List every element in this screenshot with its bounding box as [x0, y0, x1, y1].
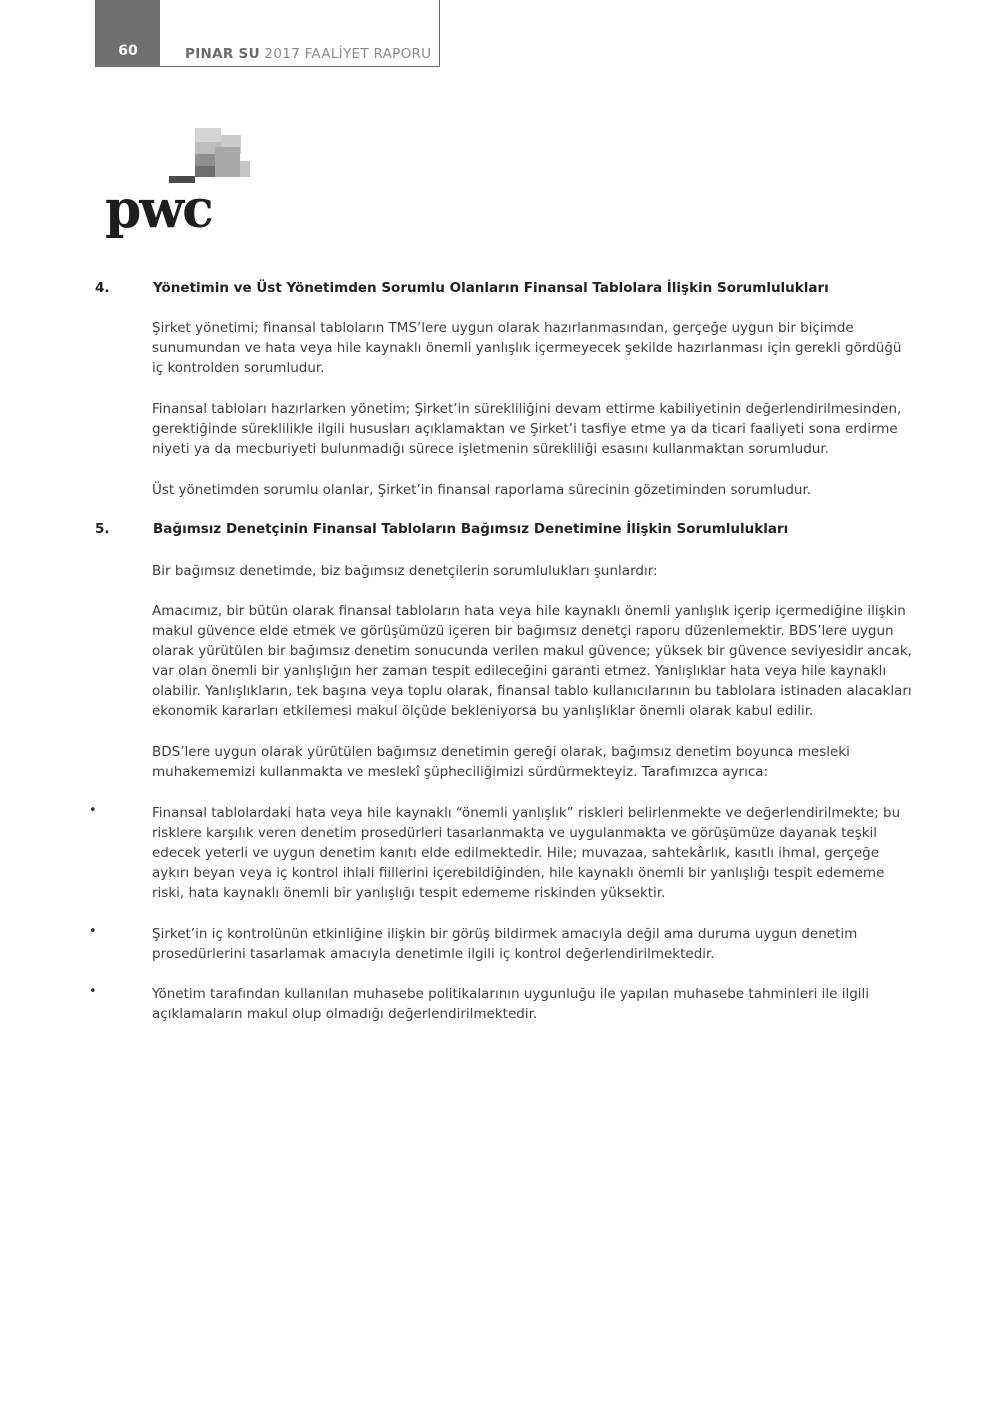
bullet-marker: • [89, 803, 97, 818]
pwc-logo [105, 125, 250, 245]
bullet-item-2: Şirket’in iç kontrolünün etkinliğine ilişkin bir görüş bildirmek amacıyla değil ama duruma uygun denetim prosedürlerini tasarlamak amacıyla denetimle ilgili iç kontrol değerlendirilmektedir. [152, 926, 858, 962]
section-4-heading [95, 280, 829, 296]
section-5-heading [95, 521, 788, 537]
bullet-item-3: Yönetim tarafından kullanılan muhasebe politikalarının uygunluğu ile yapılan muhasebe tahminleri ile ilgili açıklamaların makul olup olmadığı değerlendirilmektedir. [152, 986, 870, 1022]
report-title [185, 46, 431, 62]
page-header [95, 0, 440, 67]
section-5-paragraph-3: BDS’lere uygun olarak yürütülen bağımsız denetimin gereği olarak, bağımsız denetim boyunca mesleki muhakememizi kullanmakta ve meslekî şüpheciliğimizi sürdürmekteyiz. Tarafımızca ayrıca: [152, 744, 850, 780]
section-5-paragraph-1: Bir bağımsız denetimde, biz bağımsız denetçilerin sorumlulukları şunlardır: [152, 563, 658, 579]
section-4-paragraph-3: Üst yönetimden sorumlu olanlar, Şirket’in finansal raporlama sürecinin gözetiminden sorumludur. [152, 482, 812, 498]
bullet-marker: • [89, 924, 97, 939]
section-4-paragraph-1: Şirket yönetimi; finansal tabloların TMS’lere uygun olarak hazırlanmasından, gerçeğe uygun bir biçimde sunumundan ve hata veya hile kaynaklı önemli yanlışlık içermeyecek şekilde hazırlanması için gerekli gördüğü iç kontrolden sorumludur. [152, 320, 902, 376]
section-5-paragraph-2: Amacımız, bir bütün olarak finansal tabloların hata veya hile kaynaklı önemli yanlışlık içerip içermediğine ilişkin makul güvence elde etmek ve görüşümüzü içeren bir bağımsız denetçi raporu düzenlemektir. BDS’lere uygun olarak yürütülen bir bağımsız denetim sonucunda verilen makul güvence; yüksek bir güvence seviyesidir ancak, var olan önemli bir yanlışlığın her zaman tespit edileceğini garanti etmez. Yanlışlıklar hata veya hile kaynaklı olabilir. Yanlışlıkların, tek başına veya toplu olarak, finansal tablo kullanıcılarının bu tablolara istinaden alacakları ekonomik kararları etkilemesi makul ölçüde bekleniyorsa bu yanlışlıklar önemli olarak kabul edilir. [152, 603, 912, 719]
section-4-paragraph-2: Finansal tabloları hazırlarken yönetim; Şirket’in sürekliliğini devam ettirme kabiliyetinin değerlendirilmesinden, gerektiğinde süreklilikle ilgili hususları açıklamaktan ve Şirket’i tasfiye etme ya da ticari faaliyeti sona erdirme niyeti ya da mecburiyeti bulunmadığı sürece işletmenin sürekliliği esasını kullanmaktan sorumludur. [152, 401, 902, 457]
section-4-title: Yönetimin ve Üst Yönetimden Sorumlu Olanların Finansal Tablolara İlişkin Sorumlulukları [153, 280, 829, 296]
report-name: 2017 FAALİYET RAPORU [259, 46, 432, 62]
section-4-number: 4. [95, 280, 110, 296]
pwc-logo-text: pwc [105, 179, 212, 240]
page-number: 60 [96, 0, 160, 66]
brand-name: PINAR SU [185, 46, 260, 62]
section-5-title: Bağımsız Denetçinin Finansal Tabloların Bağımsız Denetimine İlişkin Sorumlulukları [153, 521, 789, 537]
section-5-number: 5. [95, 521, 110, 537]
bullet-marker: • [89, 984, 97, 999]
bullet-item-1: Finansal tablolardaki hata veya hile kaynaklı “önemli yanlışlık” riskleri belirlenmekte ve değerlendirilmekte; bu risklere karşılık veren denetim prosedürleri tasarlanmakta ve uygulanmakta ve görüşümüze dayanak teşkil edecek yeterli ve uygun denetim kanıtı elde edilmektedir. Hile; muvazaa, sahtekârlık, kasıtlı ihmal, gerçeğe aykırı beyan veya iç kontrol ihlali fiillerini içerebildiğinden, hile kaynaklı önemli bir yanlışlığı tespit edememe riski, hata kaynaklı önemli bir yanlışlığı tespit edememe riskinden yüksektir. [152, 805, 901, 901]
